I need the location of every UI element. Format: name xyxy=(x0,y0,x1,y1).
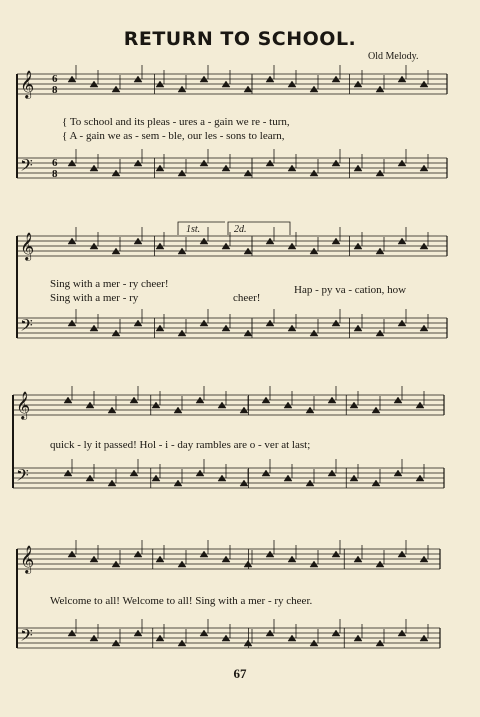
page-number: 67 xyxy=(233,666,247,681)
bass-clef: 𝄢 xyxy=(20,625,33,649)
lyric-line: Sing with a mer - ry xyxy=(50,292,139,304)
treble-clef: 𝄞 xyxy=(16,391,31,419)
lyric-line: quick - ly it passed! Hol - i - day rambles are o - ver at last; xyxy=(50,439,311,451)
time-sig-bottom: 8 xyxy=(52,84,58,96)
song-title: RETURN TO SCHOOL. xyxy=(123,28,357,50)
bass-clef: 𝄢 xyxy=(20,315,33,339)
lyric-line: { A - gain we as - sem - ble, our les - sons to learn, xyxy=(62,130,285,142)
bass-clef: 𝄢 xyxy=(20,155,33,179)
lyric-line: { To school and its pleas - ures a - gain we re - turn, xyxy=(62,116,290,128)
treble-clef: 𝄞 xyxy=(20,545,35,573)
time-sig-top: 6 xyxy=(52,157,58,169)
treble-clef: 𝄞 xyxy=(20,70,35,98)
lyric-line: Sing with a mer - ry cheer! xyxy=(50,278,169,290)
lyric-line: Welcome to all! Welcome to all! Sing with a mer - ry cheer. xyxy=(50,595,313,607)
lyric-line: Hap - py va - cation, how xyxy=(294,284,407,296)
bass-clef: 𝄢 xyxy=(16,465,29,489)
second-ending-label: 2d. xyxy=(234,224,247,235)
lyric-line: cheer! xyxy=(233,292,261,304)
attribution: Old Melody. xyxy=(368,51,419,62)
time-sig-bottom: 8 xyxy=(52,168,58,180)
first-ending-label: 1st. xyxy=(186,224,201,235)
treble-clef: 𝄞 xyxy=(20,232,35,260)
time-sig-top: 6 xyxy=(52,73,58,85)
